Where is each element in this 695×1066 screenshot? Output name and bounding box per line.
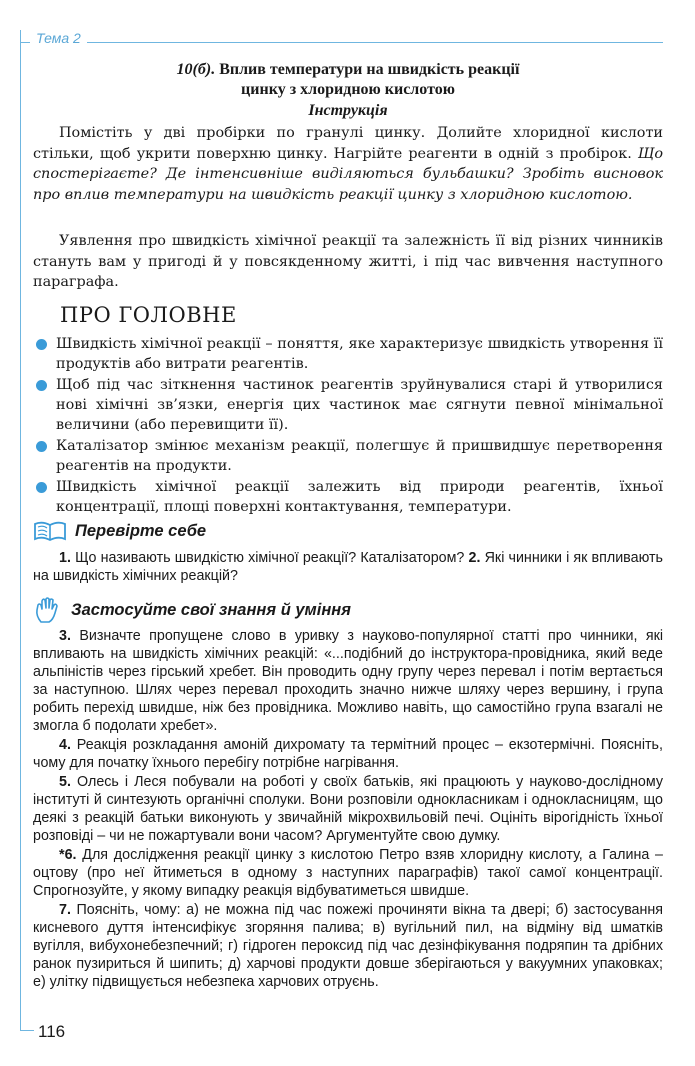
summary-item-text: Швидкість хімічної реакції залежить від природи реагентів, їхньої концентрації, площі поверхні контактування, температури.: [56, 479, 663, 515]
summary-item: [33, 334, 663, 374]
bullet-dot-icon: [36, 380, 47, 391]
topic-label: Тема 2: [30, 30, 87, 46]
summary-item: [33, 477, 663, 517]
book-icon: [33, 520, 67, 542]
bullet-dot-icon: [36, 339, 47, 350]
question-text: Визначте пропущене слово в уривку з науково-популярної статті про чинники, які впливають на швидкість хімічних реакцій: «...подібний до інструктора-провідника, який веде альпіністів через гірський хребет. Він проводить одну групу через перевал і потім вертається за наступною. Шлях через перевал проходить значно нижче шляху через вершину, і група робить перехід швидше, ніж без провідника. Можливо навіть, що самостійно група взагалі не змогла б подолати хребет».: [33, 628, 663, 734]
apply-questions: [33, 627, 663, 992]
question-text: Що називають швидкістю хімічної реакції? Каталізатором?: [75, 550, 465, 566]
question-text: Які чинники і як впливають на швидкість хімічних реакцій?: [33, 550, 663, 584]
summary-item-text: Каталізатор змінює механізм реакції, полегшує й пришвидшує перетворення реагентів на продукти.: [56, 438, 663, 474]
question-number: 7.: [59, 902, 71, 918]
apply-item: [33, 627, 663, 735]
bullet-dot-icon: [36, 441, 47, 452]
question-text: Реакція розкладання амоній дихромату та термітний процес – екзотермічні. Поясніть, чому для початку їхнього перебігу потрібне нагрівання.: [33, 737, 663, 771]
lab-title-line2: цинку з хлоридною кислотою: [241, 81, 455, 98]
question-number: 3.: [59, 628, 71, 644]
instruction-heading: Інструкція: [308, 102, 388, 119]
question-number: 1.: [59, 550, 71, 566]
question-number: 5.: [59, 774, 71, 790]
instruction-italic: Що спостерігаєте? Де інтенсивніше виділяються бульбашки? Зробіть висновок про вплив температури на швидкість реакції цинку з хлоридною кислотою.: [33, 145, 663, 203]
frame-left-line: [20, 30, 21, 1030]
summary-item-text: Щоб під час зіткнення частинок реагентів зруйнувалися старі й утворилися нові хімічні зв’язки, енергія цих частинок має сягнути певної мінімальної величини (або перевищити її).: [56, 377, 663, 433]
summary-item: [33, 436, 663, 476]
bullet-dot-icon: [36, 482, 47, 493]
apply-section-heading: [33, 596, 351, 624]
summary-heading: ПРО ГОЛОВНЕ: [60, 303, 237, 327]
check-section-heading: [33, 520, 206, 542]
lab-title: [33, 60, 663, 100]
apply-heading-text: Застосуйте свої знання й уміння: [71, 600, 351, 619]
apply-item: [33, 773, 663, 845]
summary-item: [33, 375, 663, 435]
question-number: 4.: [59, 737, 71, 753]
question-text: Поясніть, чому: а) не можна під час пожежі прочиняти вікна та двері; б) застосування кисневого дуття інтенсифікує згоряння палива; в) вугільний пил, на відміну від шматків вугілля, вибухонебезпечний; г) гідроген пероксид під час дезінфікування подряпин та дрібних ранок пузириться й шипить; д) харчові продукти довше зберігаються у вакуумних упаковках; е) улітку підвищується небезпека харчових отруєнь.: [33, 902, 663, 990]
page-number: 116: [34, 1022, 69, 1042]
question-number: *6.: [59, 847, 77, 863]
check-heading-text: Перевірте себе: [75, 521, 207, 540]
question-number: 2.: [468, 550, 481, 566]
lab-number: 10(б).: [176, 61, 216, 78]
frame-top-line: [20, 42, 663, 43]
lab-title-line1: Вплив температури на швидкість реакції: [219, 61, 520, 78]
check-paragraph: [33, 549, 663, 585]
apply-item: [33, 846, 663, 900]
hand-icon: [33, 596, 63, 624]
summary-list: [33, 334, 663, 518]
apply-item: [33, 736, 663, 772]
apply-item: [33, 901, 663, 991]
instruction-plain: Помістіть у дві пробірки по гранулі цинку. Долийте хлоридної кислоти стільки, щоб укрити поверхню цинку. Нагрійте реагенти в одній з пробірок.: [33, 125, 663, 162]
intro-paragraph: Уявлення про швидкість хімічної реакції та залежність її від різних чинників стануть вам у пригоді й у повсякденному житті, і під час вивчення наступного параграфа.: [33, 233, 663, 290]
check-questions: [33, 549, 663, 586]
instruction-paragraph: [33, 123, 663, 205]
summary-item-text: Швидкість хімічної реакції – поняття, яке характеризує швидкість утворення її продуктів або витрати реагентів.: [56, 336, 663, 372]
question-text: Олесь і Леся побували на роботі у своїх батьків, які працюють у науково-дослідному інституті й синтезують органічні сполуки. Вони розповіли однокласникам і однокласницям, що деякі з реакцій батьки виконують у звичайній мікрохвильовій печі. Оцініть вірогідність їхньої розповіді – чи не пожартували вони часом? Аргументуйте свою думку.: [33, 774, 663, 844]
question-text: Для дослідження реакції цинку з кислотою Петро взяв хлоридну кислоту, а Галина – оцтову (про неї йтиметься в одному з наступних параграфів) такої самої концентрації. Спрогнозуйте, у якому випадку реакція відбуватиметься швидше.: [33, 847, 663, 899]
